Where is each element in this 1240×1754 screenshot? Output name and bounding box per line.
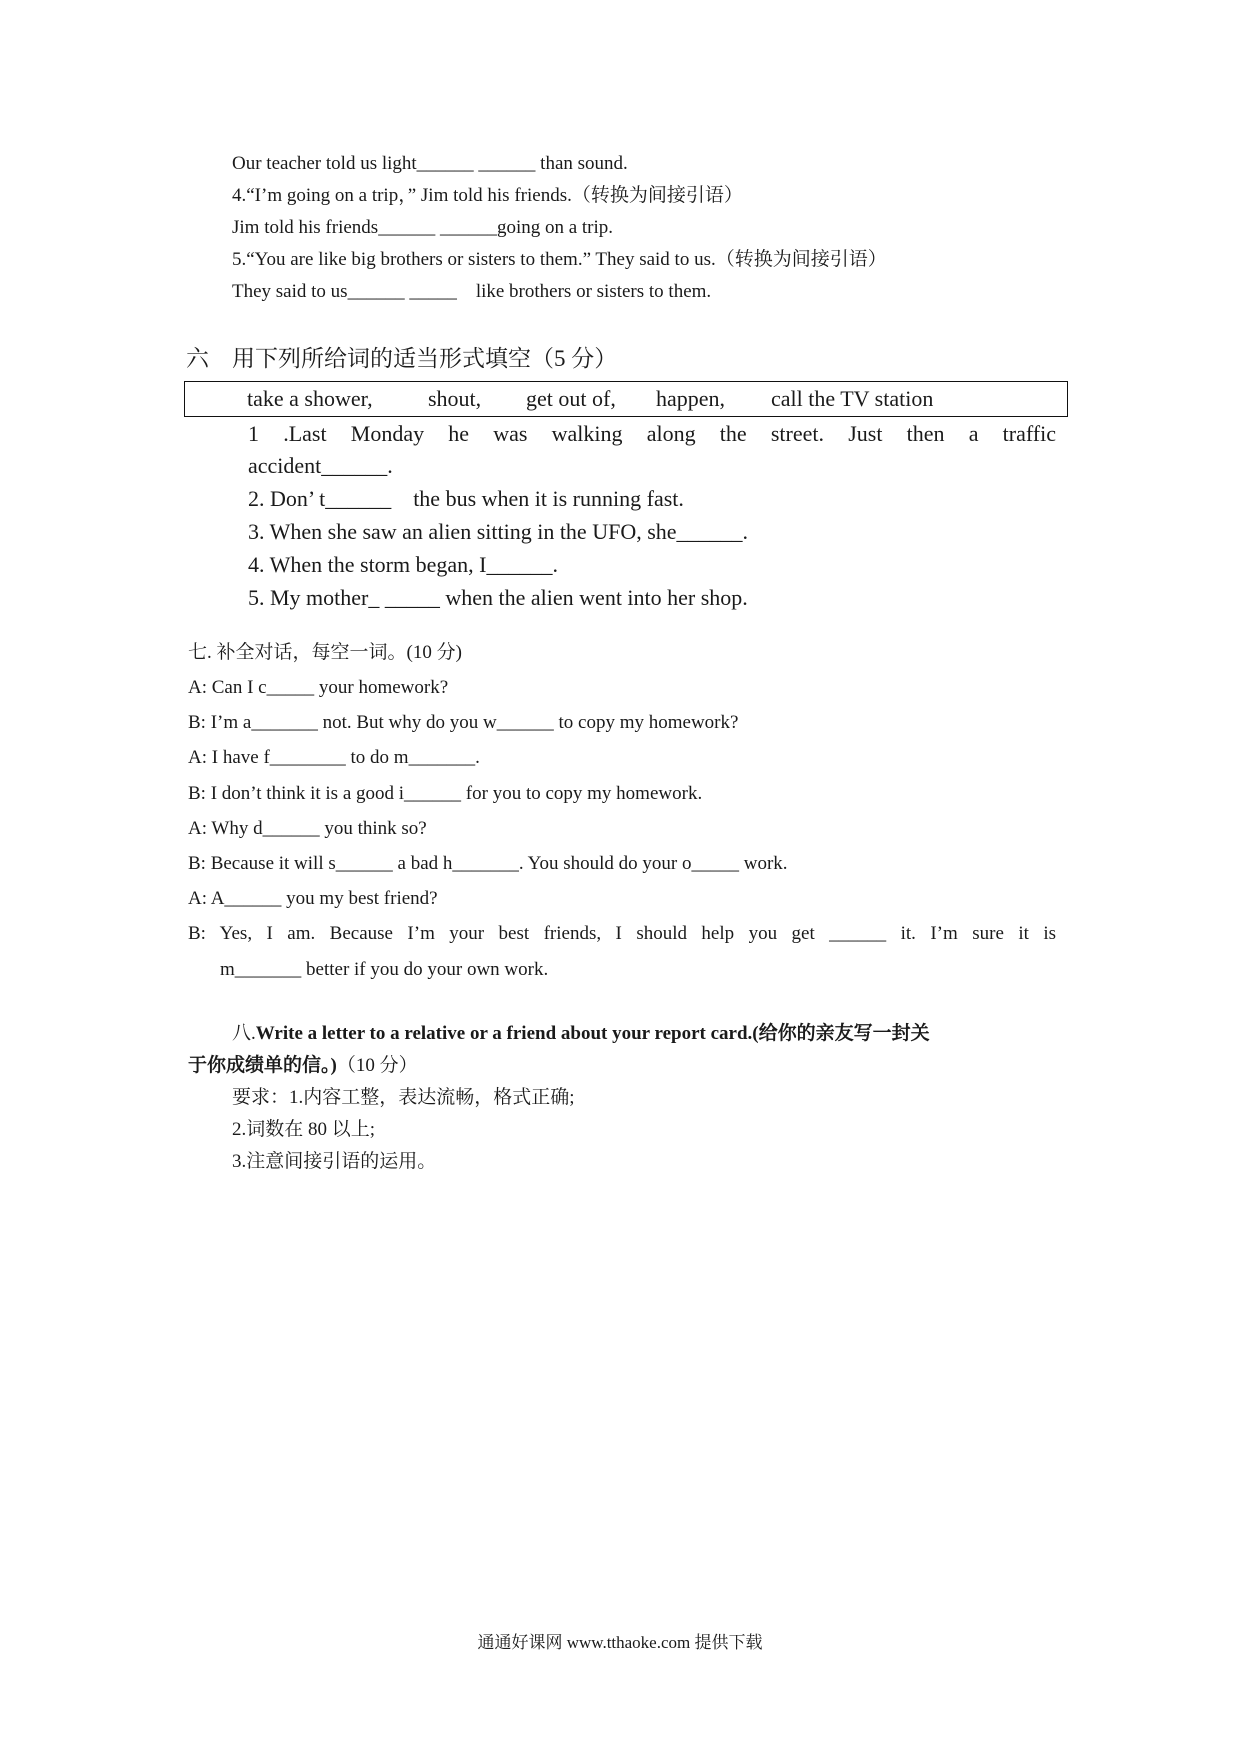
dialogue-line: A: Why d______ you think so? bbox=[188, 818, 427, 839]
section8-title-line-2 bbox=[188, 1054, 418, 1078]
dialogue-line: B: I don’t think it is a good i______ for you to copy my homework. bbox=[188, 783, 703, 804]
section8-points: （10 分） bbox=[336, 1055, 418, 1076]
s5-line-5: They said to us______ _____ like brothers or sisters to them. bbox=[232, 281, 712, 302]
section8-title-bold-1: Write a letter to a relative or a friend about your report card.(给你的亲友写一封关 bbox=[255, 1023, 930, 1044]
s6-question-5: 5. My mother_ _____ when the alien went into her shop. bbox=[248, 585, 748, 610]
s6-question-1-line-2: accident______. bbox=[248, 453, 393, 478]
s5-line-2: 4.“I’m going on a trip，” Jim told his friends.（转换为间接引语） bbox=[232, 185, 743, 206]
s5-line-4: 5.“You are like big brothers or sisters to them.” They said to us.（转换为间接引语） bbox=[232, 249, 887, 270]
section8-requirement-3: 3.注意间接引语的运用。 bbox=[232, 1151, 437, 1172]
s6-question-3: 3. When she saw an alien sitting in the UFO, she______. bbox=[248, 519, 749, 544]
word-box-item: shout, bbox=[428, 386, 482, 411]
section8-requirement-2: 2.词数在 80 以上; bbox=[232, 1119, 376, 1140]
dialogue-line: B: I’m a_______ not. But why do you w______ to copy my homework? bbox=[188, 712, 739, 733]
page-footer: 通通好课网 www.tthaoke.com 提供下载 bbox=[477, 1633, 763, 1652]
section8-prefix: 八. bbox=[232, 1023, 256, 1044]
word-box-item: take a shower, bbox=[247, 386, 373, 411]
s6-question-2: 2. Don’ t______ the bus when it is running fast. bbox=[248, 486, 684, 511]
s6-question-1-line-1: 1 .Last Monday he was walking along the street. Just then a traffic bbox=[248, 421, 1056, 446]
s5-line-3: Jim told his friends______ ______going on a trip. bbox=[232, 217, 614, 238]
dialogue-line: B: Because it will s______ a bad h_______. You should do your o_____ work. bbox=[188, 853, 788, 874]
word-box-item: call the TV station bbox=[771, 386, 934, 411]
section8-title-line-1 bbox=[232, 1022, 930, 1046]
section6-title: 六 用下列所给词的适当形式填空（5 分） bbox=[186, 346, 618, 371]
s6-question-4: 4. When the storm began, I______. bbox=[248, 552, 558, 577]
dialogue-line: A: A______ you my best friend? bbox=[188, 888, 438, 909]
word-box bbox=[184, 381, 1068, 417]
dialogue-line-last-1: B: Yes, I am. Because I’m your best friends, I should help you get ______ it. I’m sure it is bbox=[188, 923, 1056, 944]
section7-title: 七. 补全对话，每空一词。(10 分) bbox=[188, 642, 462, 663]
dialogue-line: A: I have f________ to do m_______. bbox=[188, 747, 480, 768]
section8-requirement-1: 要求：1.内容工整，表达流畅，格式正确; bbox=[232, 1087, 575, 1108]
s5-line-1: Our teacher told us light______ ______ than sound. bbox=[232, 153, 628, 174]
dialogue-line: A: Can I c_____ your homework? bbox=[188, 677, 449, 698]
word-box-item: get out of, bbox=[526, 386, 616, 411]
word-box-item: happen, bbox=[656, 386, 726, 411]
section8-title-bold-2: 于你成绩单的信。) bbox=[188, 1055, 337, 1076]
dialogue-line-last-2: m_______ better if you do your own work. bbox=[220, 959, 549, 980]
